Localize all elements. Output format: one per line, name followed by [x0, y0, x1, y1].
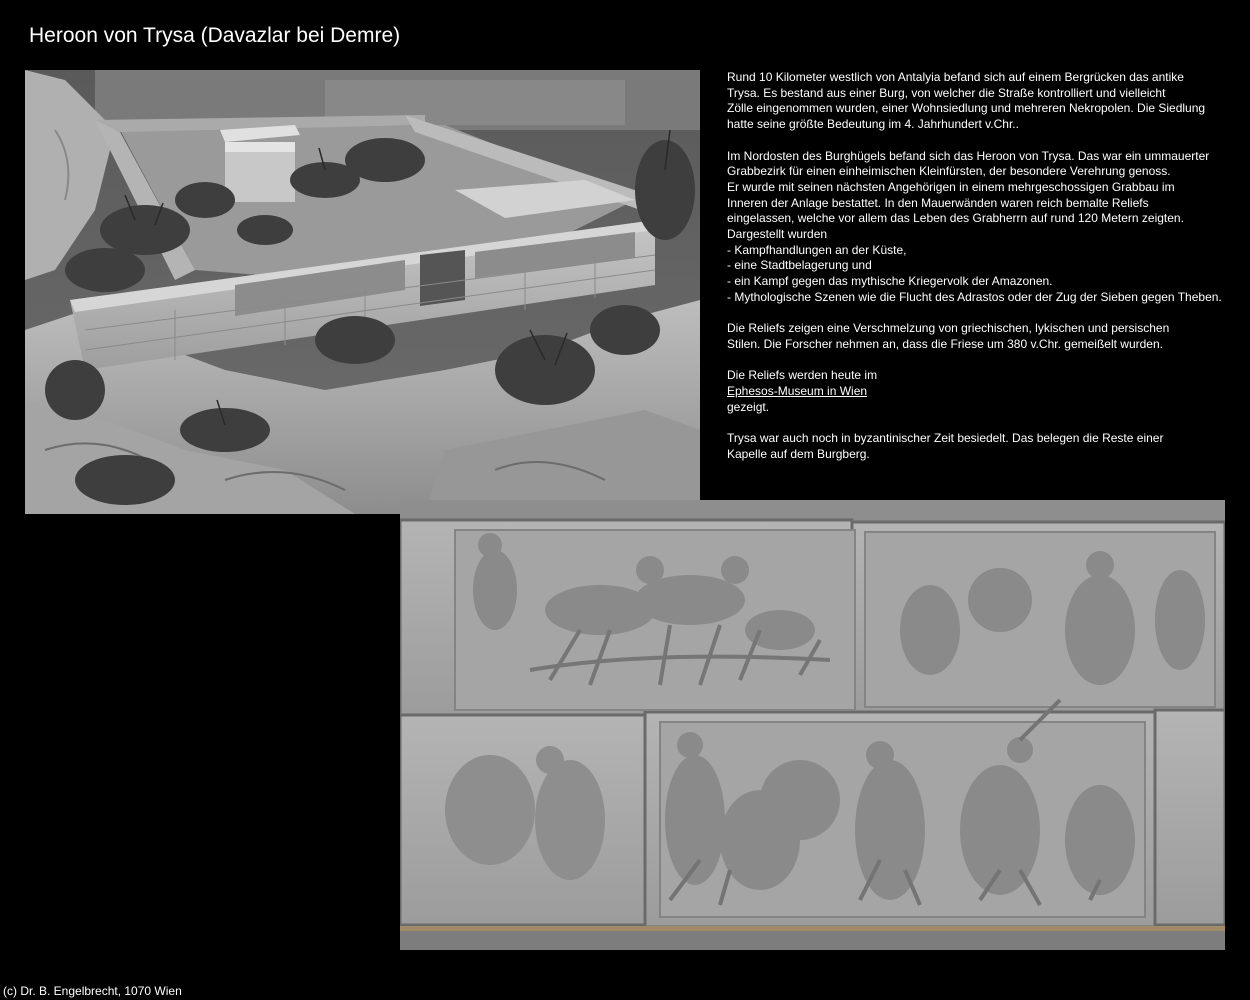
text-line: Die Reliefs zeigen eine Verschmelzung von griechischen, lykischen und persischen	[727, 321, 1170, 336]
paragraph-reliefs	[727, 321, 1237, 352]
relief-frieze-photo	[400, 500, 1225, 950]
heroon-model-photo	[25, 70, 700, 514]
text-line: Zölle eingenommen wurden, einer Wohnsiedlung und mehreren Nekropolen. Die Siedlung	[727, 101, 1206, 116]
description-text	[727, 70, 1237, 478]
paragraph-intro	[727, 70, 1237, 133]
list-item: - Kampfhandlungen an der Küste,	[727, 242, 907, 257]
text-line: hatte seine größte Bedeutung im 4. Jahrhundert v.Chr..	[727, 117, 1019, 132]
list-item: - ein Kampf gegen das mythische Kriegervolk der Amazonen.	[727, 274, 1053, 289]
paragraph-heroon	[727, 149, 1237, 306]
text-line: Trysa war auch noch in byzantinischer Zeit besiedelt. Das belegen die Reste einer	[727, 431, 1164, 446]
ephesos-museum-link[interactable]: Ephesos-Museum in Wien	[727, 384, 868, 399]
text-line: Die Reliefs werden heute im	[727, 368, 878, 383]
paragraph-museum	[727, 368, 1237, 415]
text-line: Er wurde mit seinen nächsten Angehörigen in einem mehrgeschossigen Grabbau im	[727, 179, 1175, 194]
page-title: Heroon von Trysa (Davazlar bei Demre)	[29, 24, 401, 47]
text-line: Dargestellt wurden	[727, 227, 828, 242]
text-line: Kapelle auf dem Burgberg.	[727, 446, 870, 461]
copyright-footer: (c) Dr. B. Engelbrecht, 1070 Wien	[3, 984, 182, 998]
paragraph-byzantine	[727, 431, 1237, 462]
list-item: - eine Stadtbelagerung und	[727, 258, 872, 273]
text-line: Inneren der Anlage bestattet. In den Mauerwänden waren reich bemalte Reliefs	[727, 195, 1149, 210]
text-line: Trysa. Es bestand aus einer Burg, von welcher die Straße kontrolliert und vielleicht	[727, 85, 1166, 100]
text-line: eingelassen, welche vor allem das Leben des Grabherrn auf rund 120 Metern zeigten.	[727, 211, 1184, 226]
text-line: Grabbezirk für einen einheimischen Kleinfürsten, der besondere Verehrung genoss.	[727, 164, 1171, 179]
text-line: Im Nordosten des Burghügels befand sich das Heroon von Trysa. Das war ein ummauerter	[727, 148, 1210, 163]
text-line: Rund 10 Kilometer westlich von Antalyia befand sich auf einem Bergrücken das antike	[727, 70, 1184, 84]
text-line: Stilen. Die Forscher nehmen an, dass die Friese um 380 v.Chr. gemeißelt wurden.	[727, 336, 1163, 351]
text-line: gezeigt.	[727, 399, 770, 414]
list-item: - Mythologische Szenen wie die Flucht des Adrastos oder der Zug der Sieben gegen Theben.	[727, 289, 1222, 304]
